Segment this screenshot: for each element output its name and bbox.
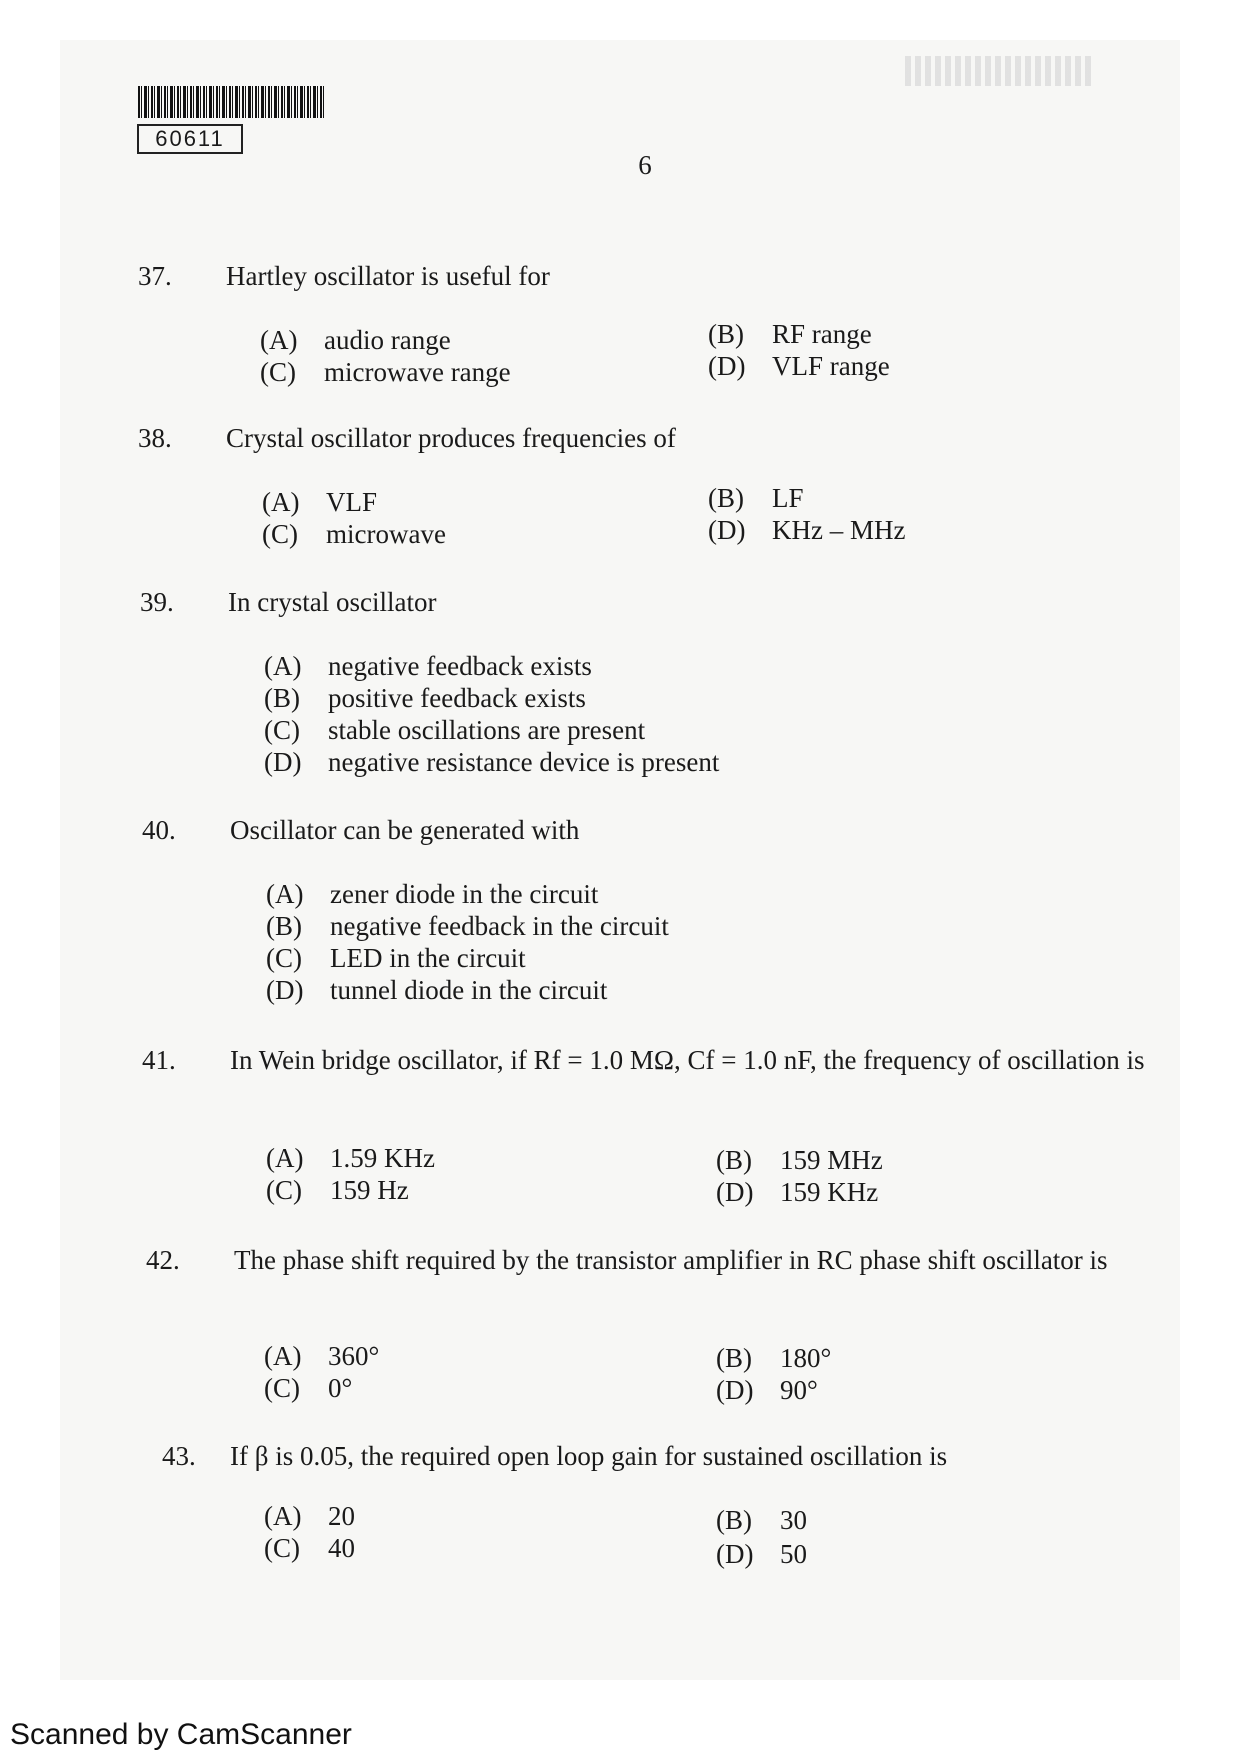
- option-text: audio range: [324, 325, 451, 355]
- option-b: [716, 1342, 831, 1374]
- option-d: [708, 514, 905, 546]
- option-d: [716, 1538, 807, 1570]
- option-text: stable oscillations are present: [328, 715, 646, 745]
- option-label: (D): [716, 1539, 754, 1569]
- option-d: [716, 1176, 878, 1208]
- option-text: 159 KHz: [780, 1177, 879, 1207]
- option-text: negative feedback exists: [328, 651, 592, 681]
- option-label: (A): [264, 651, 302, 681]
- option-b: [716, 1504, 807, 1536]
- option-c: [264, 1532, 355, 1564]
- option-label: (B): [708, 319, 744, 349]
- question-text: In crystal oscillator: [228, 587, 437, 617]
- option-text: 90°: [780, 1375, 818, 1405]
- option-d: [716, 1374, 818, 1406]
- option-c: [266, 1174, 409, 1206]
- option-label: (C): [266, 1175, 302, 1205]
- option-text: 40: [328, 1533, 355, 1563]
- barcode: [138, 86, 324, 118]
- option-label: (B): [264, 683, 300, 713]
- option-a: [266, 1142, 435, 1174]
- option-label: (A): [266, 879, 304, 909]
- option-a: [260, 324, 451, 356]
- option-text: negative resistance device is present: [328, 747, 720, 777]
- option-text: 20: [328, 1501, 355, 1531]
- option-b: [266, 910, 669, 942]
- question-text: In Wein bridge oscillator, if Rf = 1.0 MΩ, Cf = 1.0 nF, the frequency of oscillation is: [230, 1045, 1145, 1075]
- option-text: 360°: [328, 1341, 380, 1371]
- question-number: 41.: [142, 1045, 176, 1075]
- option-a: [264, 1340, 379, 1372]
- option-a: [266, 878, 598, 910]
- option-b: [264, 682, 586, 714]
- option-label: (B): [266, 911, 302, 941]
- option-a: [264, 650, 592, 682]
- option-a: [264, 1500, 355, 1532]
- question-number: 38.: [138, 423, 172, 453]
- question-text: The phase shift required by the transistor amplifier in RC phase shift oscillator is: [234, 1245, 1108, 1275]
- option-label: (D): [708, 515, 746, 545]
- option-label: (B): [716, 1145, 752, 1175]
- option-text: negative feedback in the circuit: [330, 911, 669, 941]
- option-label: (C): [262, 519, 298, 549]
- option-label: (D): [264, 747, 302, 777]
- option-d: [708, 350, 890, 382]
- option-c: [262, 518, 446, 550]
- option-label: (C): [260, 357, 296, 387]
- option-label: (A): [264, 1501, 302, 1531]
- option-label: (B): [708, 483, 744, 513]
- option-text: VLF: [326, 487, 378, 517]
- option-label: (B): [716, 1343, 752, 1373]
- option-c: [260, 356, 511, 388]
- option-text: LF: [772, 483, 804, 513]
- question-number: 42.: [146, 1245, 180, 1275]
- question-text: Hartley oscillator is useful for: [226, 261, 550, 291]
- option-label: (C): [264, 1373, 300, 1403]
- option-text: 0°: [328, 1373, 353, 1403]
- question-number: 40.: [142, 815, 176, 845]
- option-text: positive feedback exists: [328, 683, 586, 713]
- option-text: VLF range: [772, 351, 890, 381]
- option-d: [264, 746, 719, 778]
- option-label: (A): [260, 325, 298, 355]
- option-text: tunnel diode in the circuit: [330, 975, 608, 1005]
- option-label: (A): [264, 1341, 302, 1371]
- option-label: (A): [266, 1143, 304, 1173]
- option-text: 180°: [780, 1343, 832, 1373]
- option-text: 50: [780, 1539, 807, 1569]
- question-text: If β is 0.05, the required open loop gain for sustained oscillation is: [230, 1441, 948, 1471]
- paper-code: 60611: [137, 124, 243, 154]
- question-text: Oscillator can be generated with: [230, 815, 580, 845]
- option-label: (C): [264, 1533, 300, 1563]
- page-number: 6: [638, 150, 652, 180]
- option-text: microwave: [326, 519, 446, 549]
- option-text: 159 Hz: [330, 1175, 409, 1205]
- option-label: (D): [716, 1375, 754, 1405]
- option-b: [708, 482, 804, 514]
- option-label: (A): [262, 487, 300, 517]
- option-text: KHz – MHz: [772, 515, 906, 545]
- option-text: microwave range: [324, 357, 511, 387]
- option-text: 30: [780, 1505, 807, 1535]
- option-a: [262, 486, 377, 518]
- option-label: (C): [266, 943, 302, 973]
- option-text: 1.59 KHz: [330, 1143, 435, 1173]
- option-text: zener diode in the circuit: [330, 879, 599, 909]
- option-label: (D): [716, 1177, 754, 1207]
- question-number: 43.: [162, 1441, 196, 1471]
- option-label: (C): [264, 715, 300, 745]
- option-label: (D): [708, 351, 746, 381]
- option-b: [708, 318, 872, 350]
- option-label: (B): [716, 1505, 752, 1535]
- option-c: [264, 714, 645, 746]
- option-text: RF range: [772, 319, 872, 349]
- question-text: Crystal oscillator produces frequencies of: [226, 423, 676, 453]
- question-number: 39.: [140, 587, 174, 617]
- option-c: [266, 942, 526, 974]
- scanner-watermark: Scanned by CamScanner: [10, 1718, 352, 1751]
- option-c: [264, 1372, 352, 1404]
- question-number: 37.: [138, 261, 172, 291]
- option-d: [266, 974, 607, 1006]
- scan-smudge: [905, 56, 1095, 86]
- option-label: (D): [266, 975, 304, 1005]
- option-b: [716, 1144, 883, 1176]
- option-text: LED in the circuit: [330, 943, 526, 973]
- option-text: 159 MHz: [780, 1145, 883, 1175]
